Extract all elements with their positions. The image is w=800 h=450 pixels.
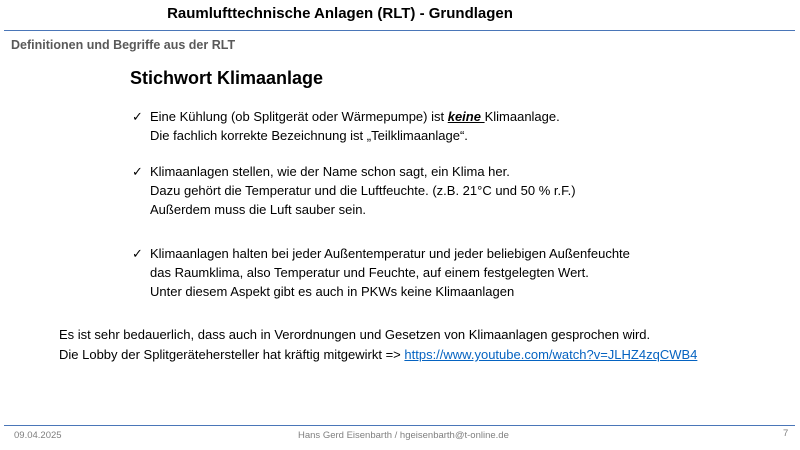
slide-header-title: Raumlufttechnische Anlagen (RLT) - Grundlagen <box>167 5 513 22</box>
closing-note <box>59 325 697 365</box>
section-subtitle: Definitionen und Begriffe aus der RLT <box>11 38 236 52</box>
bullet-item <box>132 244 630 301</box>
youtube-link[interactable]: https://www.youtube.com/watch?v=JLHZ4zqCWB4 <box>404 347 698 362</box>
checkmark-icon: ✓ <box>132 246 143 261</box>
checkmark-icon: ✓ <box>132 109 143 124</box>
footer-divider <box>4 425 795 426</box>
emphasized-keyword: keine <box>447 109 485 124</box>
bullet-item <box>132 107 560 145</box>
bullet-item <box>132 162 576 219</box>
note-text: Es ist sehr bedauerlich, dass auch in Verordnungen und Gesetzen von Klimaanlagen gesprochen wird. <box>59 327 651 342</box>
checkmark-icon: ✓ <box>132 164 143 179</box>
header-divider <box>4 30 795 31</box>
page-number: 7 <box>783 428 789 439</box>
footer-author: Hans Gerd Eisenbarth / hgeisenbarth@t-online.de <box>298 430 509 441</box>
footer-date: 09.04.2025 <box>14 430 62 441</box>
bullet-text: das Raumklima, also Temperatur und Feuchte, auf einem festgelegten Wert. <box>150 265 589 280</box>
bullet-text: Unter diesem Aspekt gibt es auch in PKWs keine Klimaanlagen <box>150 284 515 299</box>
slide-heading: Stichwort Klimaanlage <box>130 68 324 88</box>
bullet-text: Klimaanlage. <box>484 109 560 124</box>
bullet-text: Die fachlich korrekte Bezeichnung ist „Teilklimaanlage“. <box>150 128 468 143</box>
bullet-text: Klimaanlagen halten bei jeder Außentemperatur und jeder beliebigen Außenfeuchte <box>150 246 630 261</box>
bullet-text: Eine Kühlung (ob Splitgerät oder Wärmepumpe) ist <box>150 109 448 124</box>
bullet-text: Dazu gehört die Temperatur und die Luftfeuchte. (z.B. 21°C und 50 % r.F.) <box>150 183 576 198</box>
bullet-text: Klimaanlagen stellen, wie der Name schon sagt, ein Klima her. <box>150 164 510 179</box>
note-text: Die Lobby der Splitgerätehersteller hat kräftig mitgewirkt => <box>59 347 405 362</box>
bullet-text: Außerdem muss die Luft sauber sein. <box>150 202 367 217</box>
